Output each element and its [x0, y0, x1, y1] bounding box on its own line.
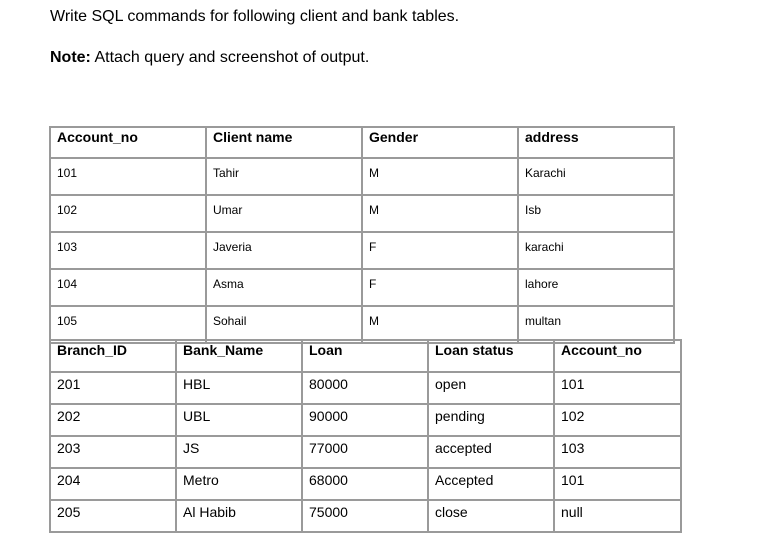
table-cell: Karachi [518, 158, 674, 195]
table-cell: Isb [518, 195, 674, 232]
client-table [49, 126, 675, 344]
table-cell: multan [518, 306, 674, 343]
column-header: Loan status [428, 340, 554, 372]
column-header: address [518, 127, 674, 158]
table-cell: Accepted [428, 468, 554, 500]
table-cell: Asma [206, 269, 362, 306]
table-cell: 101 [554, 468, 681, 500]
table-cell: open [428, 372, 554, 404]
table-row [50, 468, 681, 500]
column-header: Account_no [50, 127, 206, 158]
column-header: Bank_Name [176, 340, 302, 372]
table-cell: 202 [50, 404, 176, 436]
table-row [50, 158, 674, 195]
table-cell: M [362, 195, 518, 232]
table-cell: close [428, 500, 554, 532]
column-header: Account_no [554, 340, 681, 372]
table-cell: lahore [518, 269, 674, 306]
note-text: Attach query and screenshot of output. [90, 49, 370, 66]
table-cell: UBL [176, 404, 302, 436]
table-cell: M [362, 158, 518, 195]
table-cell: 102 [50, 195, 206, 232]
table-row [50, 404, 681, 436]
table-cell: F [362, 269, 518, 306]
table-cell: 68000 [302, 468, 428, 500]
table-cell: JS [176, 436, 302, 468]
table-cell: 77000 [302, 436, 428, 468]
table-header-row [50, 127, 674, 158]
instruction-line: Write SQL commands for following client and bank tables. [50, 8, 460, 25]
table-cell: null [554, 500, 681, 532]
client-table-body [50, 127, 674, 343]
column-header: Gender [362, 127, 518, 158]
table-row [50, 269, 674, 306]
table-cell: 80000 [302, 372, 428, 404]
column-header: Client name [206, 127, 362, 158]
table-cell: F [362, 232, 518, 269]
table-cell: 203 [50, 436, 176, 468]
column-header: Branch_ID [50, 340, 176, 372]
table-cell: 104 [50, 269, 206, 306]
table-cell: 204 [50, 468, 176, 500]
table-cell: M [362, 306, 518, 343]
table-cell: Al Habib [176, 500, 302, 532]
table-cell: 75000 [302, 500, 428, 532]
table-cell: Metro [176, 468, 302, 500]
table-cell: 101 [50, 158, 206, 195]
table-cell: 105 [50, 306, 206, 343]
table-row [50, 500, 681, 532]
table-cell: pending [428, 404, 554, 436]
table-row [50, 372, 681, 404]
table-header-row [50, 340, 681, 372]
table-cell: 101 [554, 372, 681, 404]
table-cell: HBL [176, 372, 302, 404]
table-cell: 201 [50, 372, 176, 404]
table-cell: Tahir [206, 158, 362, 195]
bank-table [49, 339, 682, 533]
bank-table-body [50, 340, 681, 532]
table-row [50, 306, 674, 343]
table-cell: 103 [554, 436, 681, 468]
table-row [50, 232, 674, 269]
table-cell: 102 [554, 404, 681, 436]
table-cell: 90000 [302, 404, 428, 436]
table-cell: accepted [428, 436, 554, 468]
table-cell: Javeria [206, 232, 362, 269]
table-cell: 103 [50, 232, 206, 269]
table-cell: Umar [206, 195, 362, 232]
column-header: Loan [302, 340, 428, 372]
table-row [50, 195, 674, 232]
table-row [50, 436, 681, 468]
table-cell: karachi [518, 232, 674, 269]
note-line [50, 49, 369, 67]
table-cell: 205 [50, 500, 176, 532]
table-cell: Sohail [206, 306, 362, 343]
note-label: Note: [50, 49, 91, 66]
